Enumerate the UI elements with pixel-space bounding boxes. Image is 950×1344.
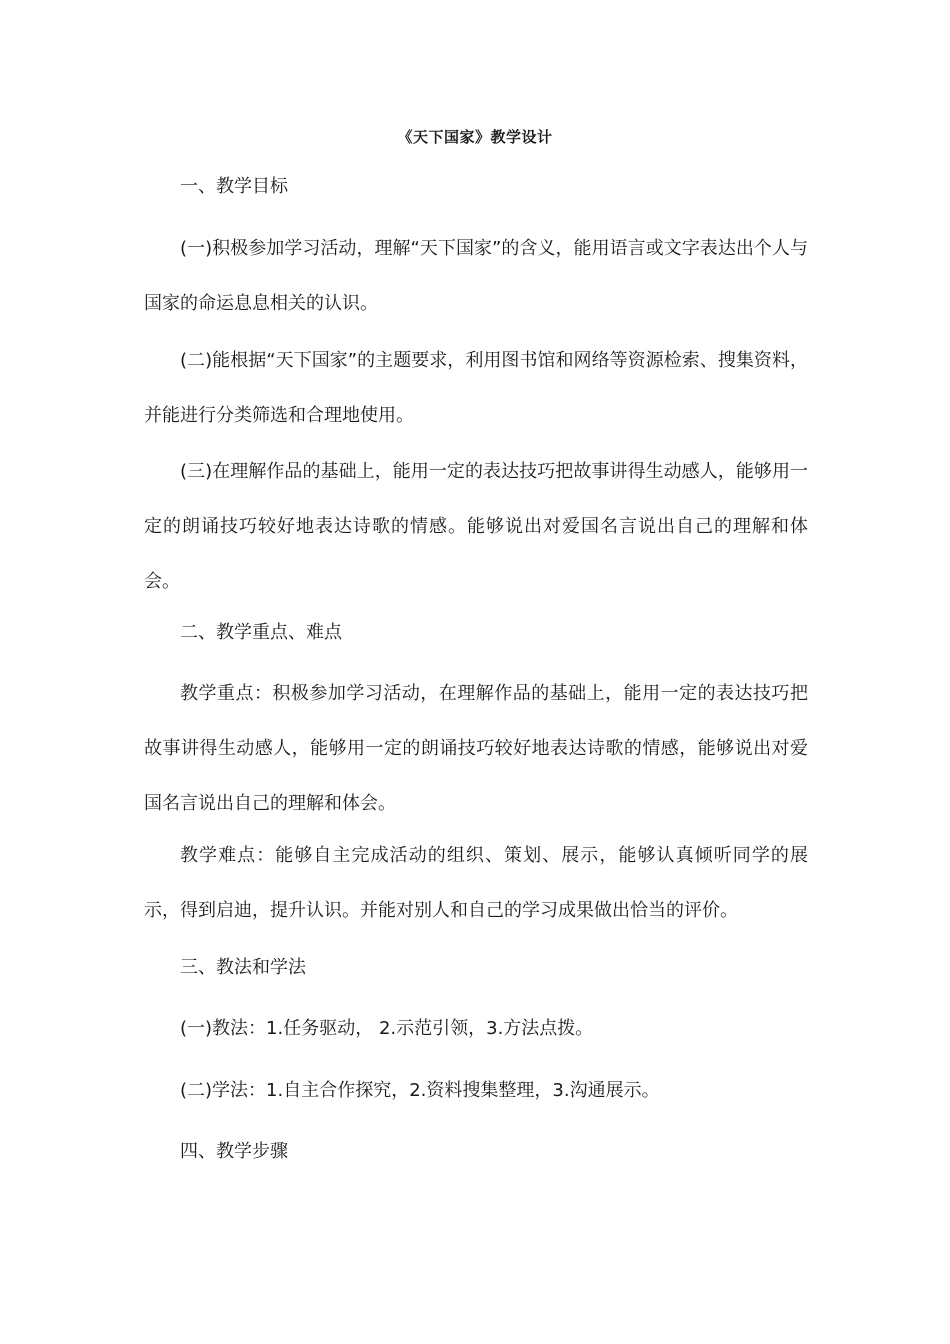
section-heading-steps: 四、教学步骤 bbox=[180, 1141, 288, 1162]
paragraph-objective-2: (二)能根据“天下国家”的主题要求，利用图书馆和网络等资源检索、搜集资料，并能进行分类筛选和合理地使用。 bbox=[144, 350, 808, 426]
paragraph-objective-1: (一)积极参加学习活动，理解“天下国家”的含义，能用语言或文字表达出个人与国家的命运息息相关的认识。 bbox=[144, 238, 808, 314]
section-heading-methods: 三、教法和学法 bbox=[180, 957, 306, 978]
paragraph-difficult-point: 教学难点：能够自主完成活动的组织、策划、展示，能够认真倾听同学的展示，得到启迪，提升认识。并能对别人和自己的学习成果做出恰当的评价。 bbox=[144, 845, 808, 921]
section-heading-key-points: 二、教学重点、难点 bbox=[180, 622, 342, 643]
document-title: 《天下国家》教学设计 bbox=[397, 128, 553, 146]
paragraph-teaching-method: (一)教法：1.任务驱动， 2.示范引领，3.方法点拨。 bbox=[180, 1018, 594, 1039]
paragraph-learning-method: (二)学法：1.自主合作探究，2.资料搜集整理，3.沟通展示。 bbox=[180, 1080, 660, 1101]
paragraph-key-point: 教学重点：积极参加学习活动，在理解作品的基础上，能用一定的表达技巧把故事讲得生动感人，能够用一定的朗诵技巧较好地表达诗歌的情感，能够说出对爱国名言说出自己的理解和体会。 bbox=[144, 683, 808, 814]
paragraph-objective-3: (三)在理解作品的基础上，能用一定的表达技巧把故事讲得生动感人，能够用一定的朗诵技巧较好地表达诗歌的情感。能够说出对爱国名言说出自己的理解和体会。 bbox=[144, 461, 808, 592]
section-heading-objectives: 一、教学目标 bbox=[180, 176, 288, 197]
